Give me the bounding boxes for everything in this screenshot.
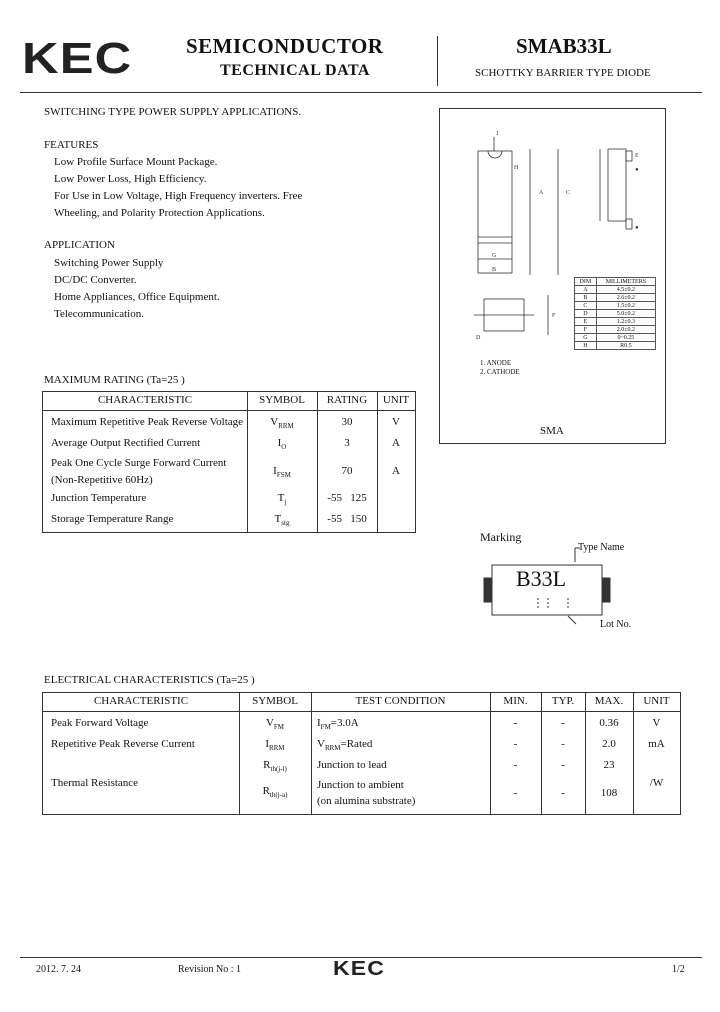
table-cell: $T_j$ (277, 492, 287, 506)
marking-title: Marking (480, 530, 522, 544)
table-cell: Junction to ambient (317, 779, 404, 791)
svg-text:●: ● (635, 167, 639, 173)
svg-text:E: E (635, 153, 639, 159)
svg-text:A: A (539, 190, 544, 196)
type-name-label: Type Name (578, 542, 625, 553)
table-cell: - (561, 759, 565, 771)
table-cell: Repetitive Peak Reverse Current (51, 738, 195, 750)
pin-anode: 1. ANODE (480, 359, 512, 367)
table-cell: $V_{RRM}$ (270, 416, 294, 430)
svg-text:G: G (492, 253, 497, 259)
table-cell: $R_{th(j-a)}$ (262, 785, 288, 799)
electrical-title: ELECTRICAL CHARACTERISTICS (Ta=25 ) (44, 674, 255, 686)
col-header: MIN. (503, 695, 528, 707)
list-item: Switching Power Supply (54, 257, 164, 269)
col-header: UNIT (643, 695, 670, 707)
table-cell: $V_{RRM}=Rated$ (317, 738, 373, 752)
table-cell: 2.0 (602, 738, 616, 750)
list-item: Home Appliances, Office Equipment. (54, 291, 220, 303)
list-item: Low Power Loss, High Efficiency. (54, 173, 207, 185)
footer-revision: Revision No : 1 (178, 964, 242, 975)
package-outline-box (439, 108, 666, 444)
col-header: CHARACTERISTIC (97, 394, 193, 406)
table-cell: $R_{th(j-l)}$ (263, 759, 287, 773)
table-cell: -55 125 (327, 492, 367, 504)
table-cell: - (561, 738, 565, 750)
col-header: CHARACTERISTIC (93, 695, 189, 707)
col-header: SYMBOL (252, 695, 298, 707)
table-cell: $T_{stg}$ (274, 513, 290, 527)
table-row: E 1.2±0.3 (575, 318, 656, 326)
table-cell: -55 150 (327, 513, 367, 525)
table-row: D 5.0±0.2 (575, 310, 656, 318)
footer-kec-logo: KEC (333, 958, 386, 980)
svg-text:C: C (566, 190, 571, 196)
pin-cathode: 2. CATHODE (480, 368, 520, 376)
application-title: SWITCHING TYPE POWER SUPPLY APPLICATIONS. (44, 106, 302, 118)
table-row: F 2.0±0.2 (575, 326, 656, 334)
table-cell: 30 (341, 416, 353, 428)
table-row: B 2.6±0.2 (575, 294, 656, 302)
table-cell: $I_{FSM}$ (273, 465, 291, 479)
table-row: A 4.5±0.2 (575, 286, 656, 294)
table-cell: V (652, 717, 661, 729)
company-line1: SEMICONDUCTOR (186, 34, 384, 58)
table-cell: (Non-Repetitive 60Hz) (51, 474, 153, 486)
table-cell: Peak Forward Voltage (51, 717, 149, 729)
table-cell: mA (648, 738, 665, 750)
table-cell: - (561, 787, 565, 799)
svg-text:H: H (514, 165, 519, 171)
table-cell: $V_{FM}$ (265, 717, 285, 731)
dimension-table: DIM MILLIMETERS A 4.5±0.2 B 2.6±0.2 C 1.5±0.2 D 5.0±0.2 E 1.2±0.3 F 2.0±0.2 G 0~0.25 H R0.5 (574, 277, 656, 350)
table-cell: A (392, 437, 400, 449)
max-rating-title: MAXIMUM RATING (Ta=25 ) (44, 374, 185, 386)
part-number: SMAB33L (516, 34, 612, 58)
col-header: UNIT (382, 394, 410, 406)
table-cell: Junction to lead (317, 759, 387, 771)
table-cell: V (392, 416, 400, 428)
table-cell: $I_{FM}=3.0A$ (317, 717, 359, 731)
header-rule (20, 92, 702, 93)
col-header: TEST CONDITION (355, 695, 446, 707)
lot-no-label: Lot No. (600, 619, 632, 630)
features-title: FEATURES (44, 139, 99, 151)
table-cell: $I_{RRM}$ (265, 738, 285, 752)
col-header: TYP. (551, 695, 575, 707)
table-cell: - (561, 717, 565, 729)
col-header: SYMBOL (259, 394, 305, 406)
package-name: SMA (540, 425, 564, 437)
table-cell: 3 (344, 437, 350, 449)
list-item: For Use in Low Voltage, High Frequency inverters. Free (54, 190, 303, 202)
table-cell: Junction Temperature (51, 492, 147, 504)
list-item: Wheeling, and Polarity Protection Applications. (54, 207, 265, 219)
features-list (54, 154, 302, 222)
pin-list (480, 359, 520, 377)
table-cell: Thermal Resistance (51, 777, 139, 789)
application-list (54, 255, 220, 323)
svg-text:B: B (492, 267, 497, 273)
table-cell: 70 (341, 465, 353, 477)
svg-text:●: ● (635, 225, 639, 231)
table-cell: $I_O$ (277, 437, 287, 451)
table-row: G 0~0.25 (575, 334, 656, 342)
list-item: Telecommunication. (54, 308, 144, 320)
kec-logo: KEC (22, 34, 133, 83)
table-cell: A (392, 465, 400, 477)
list-item: Low Profile Surface Mount Package. (54, 156, 218, 168)
table-cell: 108 (600, 787, 618, 799)
table-cell: - (513, 738, 518, 750)
table-cell: 23 (603, 759, 615, 771)
electrical-table (42, 692, 681, 815)
part-description: SCHOTTKY BARRIER TYPE DIODE (475, 67, 651, 79)
footer-date: 2012. 7. 24 (36, 964, 81, 975)
table-cell: - (513, 717, 518, 729)
footer-page: 1/2 (672, 964, 685, 975)
table-cell: Storage Temperature Range (51, 513, 174, 525)
svg-text:F: F (552, 313, 556, 319)
table-cell: Peak One Cycle Surge Forward Current (51, 457, 227, 469)
svg-text:J: J (496, 131, 499, 137)
table-cell: /W (649, 777, 664, 789)
table-cell: 0.36 (599, 717, 619, 729)
table-cell: - (513, 759, 518, 771)
marking-diagram (480, 540, 650, 635)
table-row: H R0.5 (575, 342, 656, 350)
list-item: DC/DC Converter. (54, 274, 137, 286)
company-line2: TECHNICAL DATA (220, 62, 370, 79)
header-divider (437, 36, 438, 86)
application-section-title: APPLICATION (44, 239, 115, 251)
table-cell: Maximum Repetitive Peak Reverse Voltage (51, 416, 244, 428)
marking-code: B33L (516, 566, 567, 591)
col-header: RATING (326, 394, 368, 406)
table-cell: (on alumina substrate) (317, 795, 416, 807)
col-header: MAX. (594, 695, 624, 707)
table-cell: Average Output Rectified Current (51, 437, 201, 449)
table-cell: - (513, 787, 518, 799)
table-row: C 1.5±0.2 (575, 302, 656, 310)
max-rating-table (42, 391, 416, 533)
svg-text:D: D (476, 335, 481, 341)
